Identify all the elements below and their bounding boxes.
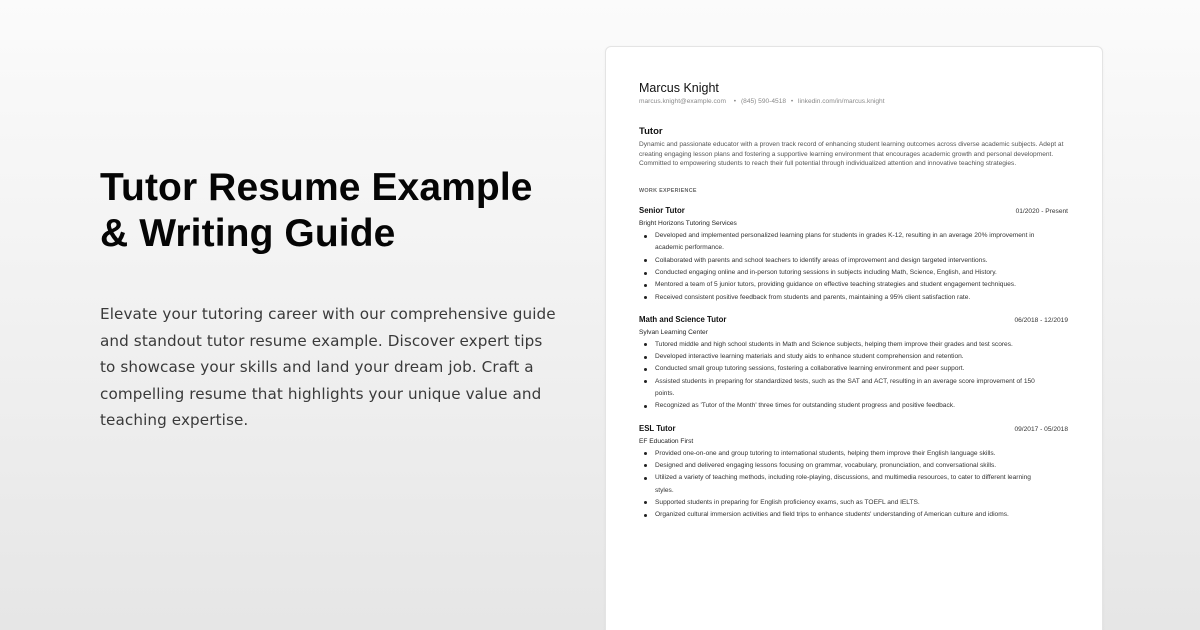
bullet-item: Received consistent positive feedback from students and parents, maintaining a 95% client satisfaction rate. (639, 292, 1051, 304)
job-entry (639, 315, 1068, 413)
bullet-item: Mentored a team of 5 junior tutors, providing guidance on effective teaching strategies and student engagement techniques. (639, 279, 1051, 291)
resume-title: Tutor (639, 126, 663, 137)
bullet-item: Assisted students in preparing for standardized tests, such as the SAT and ACT, resulting in an average score improvement of 150 points. (639, 376, 1051, 401)
job-dates: 06/2018 - 12/2019 (1014, 316, 1068, 324)
resume-email: marcus.knight@example.com (639, 98, 726, 105)
bullet-item: Utilized a variety of teaching methods, including role-playing, discussions, and multimedia resources, to cater to different learning styles. (639, 472, 1051, 497)
bullet-item: Conducted engaging online and in-person tutoring sessions in subjects including Math, Science, English, and History. (639, 267, 1051, 279)
bullet-item: Developed interactive learning materials and study aids to enhance student comprehension and retention. (639, 351, 1051, 363)
bullet-item: Designed and delivered engaging lessons focusing on grammar, vocabulary, pronunciation, and conversational skills. (639, 460, 1051, 472)
bullet-item: Collaborated with parents and school teachers to identify areas of improvement and design targeted interventions. (639, 255, 1051, 267)
job-company: Sylvan Learning Center (639, 328, 708, 336)
resume-contact (639, 97, 1068, 107)
job-company: Bright Horizons Tutoring Services (639, 220, 737, 228)
resume-summary: Dynamic and passionate educator with a proven track record of enhancing student learning outcomes across diverse academic subjects. Adept at creating engaging lesson plans and fostering a supportive learning environment that encourages academic growth and personal development. Committed to empowering students to reach their full potential through individualized attention and innovative teaching strategies. (639, 141, 1064, 168)
resume-name: Marcus Knight (639, 81, 719, 95)
job-title: Senior Tutor (639, 206, 685, 216)
bullet-item: Developed and implemented personalized learning plans for students in grades K-12, resulting in an average 20% improvement in academic performance. (639, 230, 1051, 255)
job-entry (639, 424, 1068, 522)
job-dates: 09/2017 - 05/2018 (1014, 425, 1068, 433)
job-title: ESL Tutor (639, 423, 676, 433)
bullet-item: Provided one-on-one and group tutoring to international students, helping them improve their English language skills. (639, 448, 1051, 460)
resume-phone: (845) 590-4518 (740, 98, 787, 105)
job-title: Math and Science Tutor (639, 314, 727, 324)
section-heading-work-experience: WORK EXPERIENCE (639, 188, 697, 195)
job-entry (639, 206, 1068, 304)
hero-section (100, 165, 570, 434)
job-company: EF Education First (639, 437, 694, 445)
resume-preview-card (605, 46, 1103, 630)
hero-description: Elevate your tutoring career with our comprehensive guide and standout tutor resume example. Discover expert tips to showcase your skills and land your dream job. Craft a compelling resume that highlights your unique value and teaching expertise. (100, 305, 556, 429)
job-bullets (639, 230, 1068, 304)
bullet-item: Supported students in preparing for English proficiency exams, such as TOEFL and IELTS. (639, 497, 1051, 509)
job-bullets (639, 448, 1068, 522)
page-title: Tutor Resume Example & Writing Guide (100, 166, 533, 255)
resume-linkedin: linkedin.com/in/marcus.knight (798, 98, 885, 105)
contact-separator: • (733, 98, 737, 105)
job-bullets (639, 339, 1068, 413)
bullet-item: Conducted small group tutoring sessions, fostering a collaborative learning environment and peer support. (639, 363, 1051, 375)
bullet-item: Tutored middle and high school students in Math and Science subjects, helping them improve their grades and test scores. (639, 339, 1051, 351)
job-dates: 01/2020 - Present (1015, 208, 1068, 216)
contact-separator: • (790, 98, 794, 105)
bullet-item: Recognized as 'Tutor of the Month' three times for outstanding student progress and positive feedback. (639, 400, 1051, 412)
bullet-item: Organized cultural immersion activities and field trips to enhance students' understanding of American culture and idioms. (639, 509, 1051, 521)
